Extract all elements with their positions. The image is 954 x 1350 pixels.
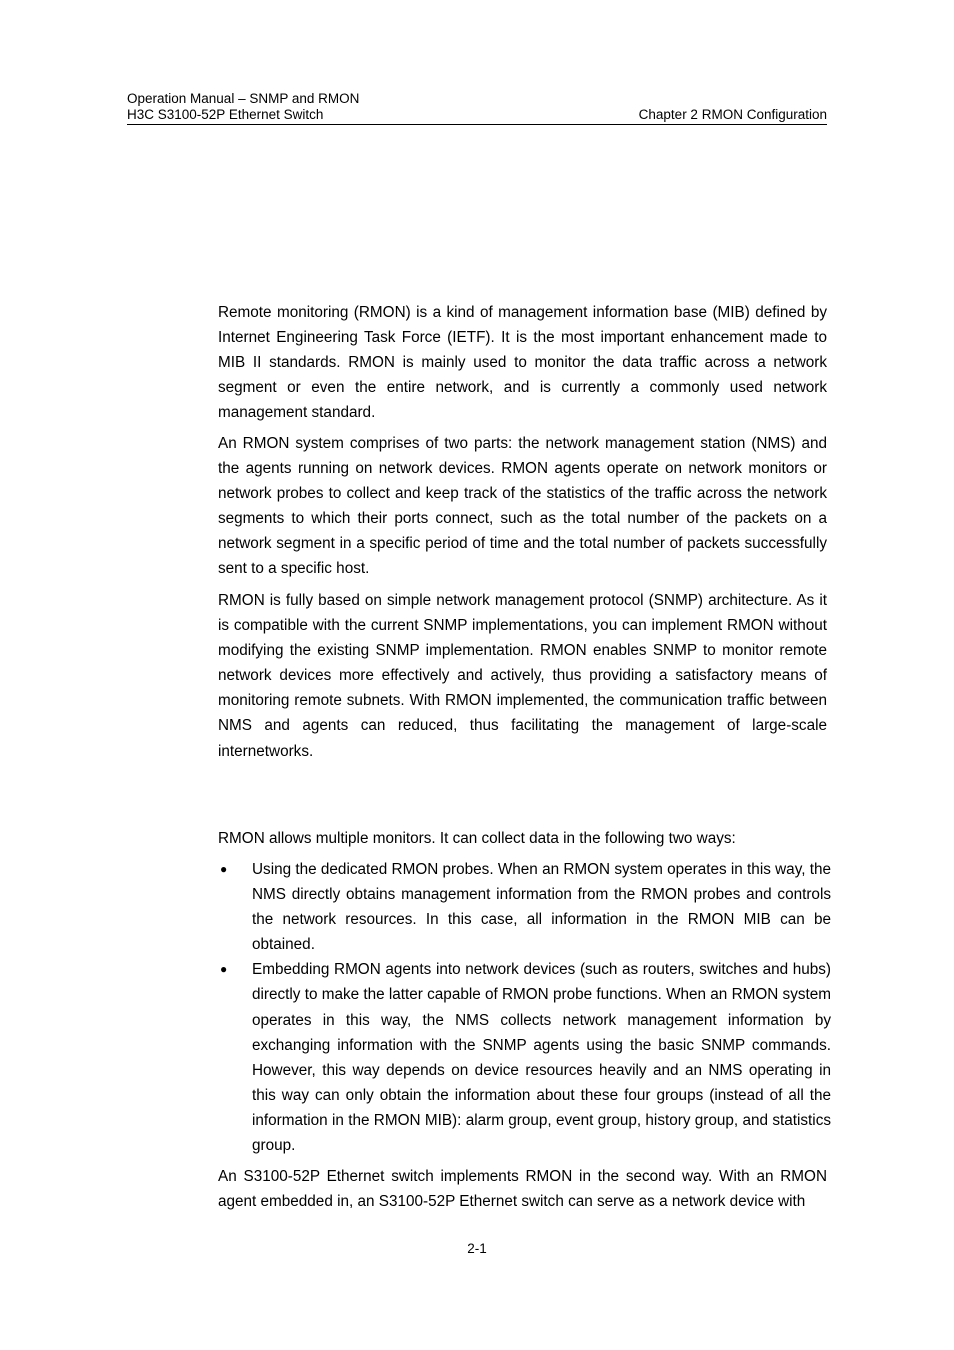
paragraph-text: Remote monitoring (RMON) is a kind of management information base (MIB) defined by Internet Engineering Task Force (IETF). It is the most important enhancement made to MIB II standards. RMON is mainly used to monitor the data traffic across a network segment or even the entire network, and is currently a commonly used network management standard. [218, 304, 827, 422]
page-number: 2-1 [467, 1241, 487, 1256]
list-item-text: Using the dedicated RMON probes. When an RMON system operates in this way, the NMS directly obtains management information from the RMON probes and controls the network resources. In this case, all information in the RMON MIB can be obtained. [252, 861, 831, 954]
paragraph-text: An S3100-52P Ethernet switch implements RMON in the second way. With an RMON agent embedded in, an S3100-52P Ethernet switch can serve as a network device with [218, 1168, 827, 1211]
paragraph-text: An RMON system comprises of two parts: the network management station (NMS) and the agents running on network devices. RMON agents operate on network monitors or network probes to collect and keep track of the statistics of the traffic across the network segments to which their ports connect, such as the total number of the packets on a network segment in a specific period of time and the total number of packets successfully sent to a specific host. [218, 435, 827, 578]
paragraph-text: RMON is fully based on simple network management protocol (SNMP) architecture. As it is compatible with the current SNMP implementations, you can implement RMON without modifying the existing SNMP implementation. RMON enables SNMP to monitor remote network devices more effectively and actively, thus providing a satisfactory means of monitoring remote subnets. With RMON implemented, the communication traffic between NMS and agents can reduced, thus facilitating the management of large-scale internetworks. [218, 592, 827, 760]
bullet-icon: ● [220, 862, 228, 876]
list-item-text: Embedding RMON agents into network devices (such as routers, switches and hubs) directly to make the latter capable of RMON probe functions. When an RMON system operates in this way, the NMS collects network management information by exchanging information with the SNMP agents using the basic SNMP commands. However, this way depends on device resources heavily and an NMS operating in this way can only obtain the information about these four groups (instead of all the information in the RMON MIB): alarm group, event group, history group, and statistics group. [252, 961, 831, 1155]
paragraph-text: RMON allows multiple monitors. It can collect data in the following two ways: [218, 830, 736, 847]
chapter-title: Chapter 2 RMON Configuration [638, 107, 827, 122]
paragraph-multiple-monitors [218, 826, 827, 851]
paragraph-rmon-system [218, 431, 827, 582]
page-header [127, 91, 827, 123]
paragraph-rmon-snmp [218, 588, 827, 764]
list-item [218, 957, 831, 1158]
paragraph-s3100-implementation [218, 1164, 827, 1214]
manual-title: Operation Manual – SNMP and RMON [127, 91, 360, 106]
bullet-list [218, 857, 831, 1158]
list-item [218, 857, 831, 957]
header-divider [127, 124, 827, 125]
product-name: H3C S3100-52P Ethernet Switch [127, 107, 324, 122]
paragraph-rmon-definition [218, 300, 827, 425]
bullet-icon: ● [220, 962, 228, 977]
